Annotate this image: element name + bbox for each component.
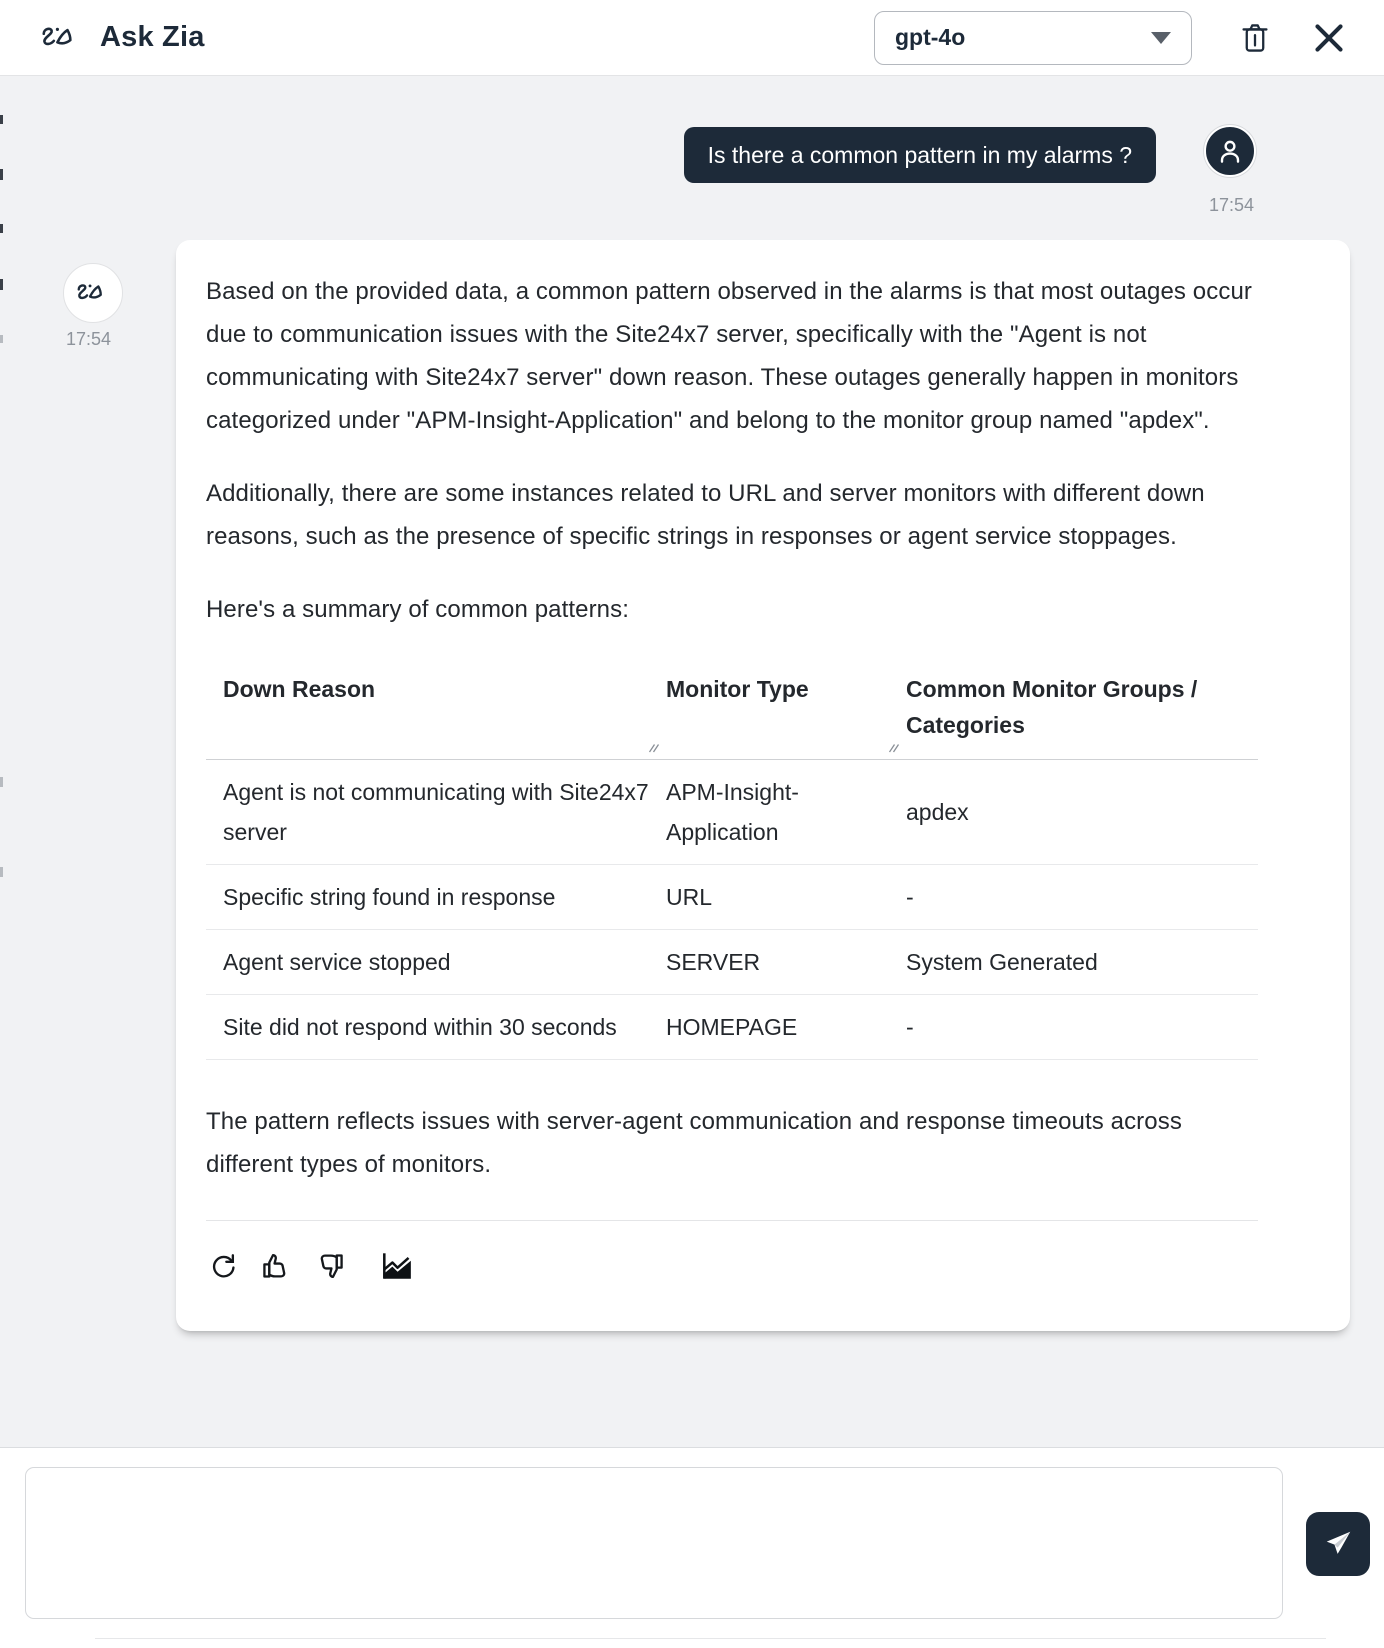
clear-chat-button[interactable] bbox=[1240, 22, 1270, 54]
assistant-message-time: 17:54 bbox=[66, 329, 112, 349]
table-row bbox=[206, 760, 1258, 865]
model-select-value: gpt-4o bbox=[895, 24, 966, 50]
table-cell: APM-Insight-Application bbox=[666, 779, 799, 845]
table-cell: HOMEPAGE bbox=[666, 1014, 798, 1040]
table-cell: System Generated bbox=[906, 949, 1098, 975]
message-actions bbox=[206, 1249, 1266, 1283]
composer-bar bbox=[0, 1447, 1384, 1648]
table-cell: Agent service stopped bbox=[223, 949, 451, 975]
table-row bbox=[206, 995, 1258, 1060]
chevron-down-icon bbox=[1151, 32, 1171, 44]
table-row bbox=[206, 865, 1258, 930]
header bbox=[0, 0, 1384, 76]
close-button[interactable] bbox=[1312, 21, 1346, 55]
thumbs-down-icon bbox=[315, 1252, 346, 1280]
zia-logo-icon bbox=[74, 280, 112, 306]
close-icon bbox=[1312, 21, 1346, 55]
zia-logo bbox=[38, 20, 84, 56]
table-cell: Site did not respond within 30 seconds bbox=[223, 1014, 617, 1040]
edge-artifact bbox=[0, 169, 3, 180]
table-cell: - bbox=[906, 884, 914, 910]
column-resize-handle[interactable] bbox=[647, 741, 660, 754]
chart-icon bbox=[380, 1251, 414, 1281]
edge-artifact bbox=[0, 777, 3, 787]
model-select[interactable] bbox=[874, 11, 1192, 65]
send-button[interactable] bbox=[1306, 1512, 1370, 1576]
message-input[interactable] bbox=[25, 1467, 1283, 1619]
column-header-label: Monitor Type bbox=[666, 676, 809, 702]
regenerate-icon bbox=[208, 1252, 236, 1280]
table-cell: URL bbox=[666, 884, 713, 910]
thumbs-up-icon bbox=[260, 1252, 291, 1280]
table-header-monitor-groups[interactable] bbox=[906, 661, 1258, 759]
table-cell: Agent is not communicating with Site24x7 server bbox=[223, 779, 649, 845]
table-row bbox=[206, 930, 1258, 995]
assistant-paragraph: Here's a summary of common patterns: bbox=[206, 596, 629, 623]
page-title: Ask Zia bbox=[100, 21, 205, 53]
thumbs-up-button[interactable] bbox=[258, 1250, 293, 1282]
chat-area bbox=[0, 77, 1384, 1448]
avatar bbox=[1204, 125, 1256, 177]
person-icon bbox=[1215, 136, 1245, 166]
edge-artifact bbox=[0, 335, 3, 343]
assistant-paragraph: Additionally, there are some instances related to URL and server monitors with different down reasons, such as the presence of specific strings in responses or agent service stoppages. bbox=[206, 480, 1205, 550]
divider bbox=[206, 1220, 1258, 1221]
view-chart-button[interactable] bbox=[378, 1249, 416, 1283]
user-message-bubble: Is there a common pattern in my alarms ? bbox=[684, 127, 1156, 183]
assistant-message-card bbox=[176, 240, 1350, 1331]
user-message-time: 17:54 bbox=[1208, 195, 1254, 215]
edge-artifact bbox=[0, 224, 3, 233]
table-header-row bbox=[206, 661, 1258, 760]
trash-icon bbox=[1240, 22, 1270, 54]
regenerate-button[interactable] bbox=[206, 1250, 238, 1282]
table-cell: apdex bbox=[906, 799, 969, 825]
table-header-down-reason[interactable] bbox=[206, 661, 666, 759]
assistant-closing-paragraph: The pattern reflects issues with server-agent communication and response timeouts across different types of monitors. bbox=[206, 1108, 1182, 1178]
table-header-monitor-type[interactable] bbox=[666, 661, 906, 759]
summary-table bbox=[206, 661, 1258, 1060]
send-icon bbox=[1323, 1529, 1353, 1559]
table-cell: - bbox=[906, 1014, 914, 1040]
edge-artifact bbox=[0, 279, 3, 290]
column-header-label: Down Reason bbox=[223, 676, 376, 702]
table-cell: Specific string found in response bbox=[223, 884, 556, 910]
column-header-label: Common Monitor Groups / Categories bbox=[906, 676, 1198, 738]
table-cell: SERVER bbox=[666, 949, 761, 975]
edge-artifact bbox=[0, 867, 3, 877]
zia-avatar bbox=[63, 263, 123, 323]
column-resize-handle[interactable] bbox=[887, 741, 900, 754]
assistant-paragraph: Based on the provided data, a common pattern observed in the alarms is that most outages occur due to communication issues with the Site24x7 server, specifically with the "Agent is not communicating with Site24x7 server" down reason. These outages generally happen in monitors categorized under "APM-Insight-Application" and belong to the monitor group named "apdex". bbox=[206, 278, 1252, 434]
thumbs-down-button[interactable] bbox=[313, 1250, 348, 1282]
edge-artifact bbox=[0, 115, 3, 124]
